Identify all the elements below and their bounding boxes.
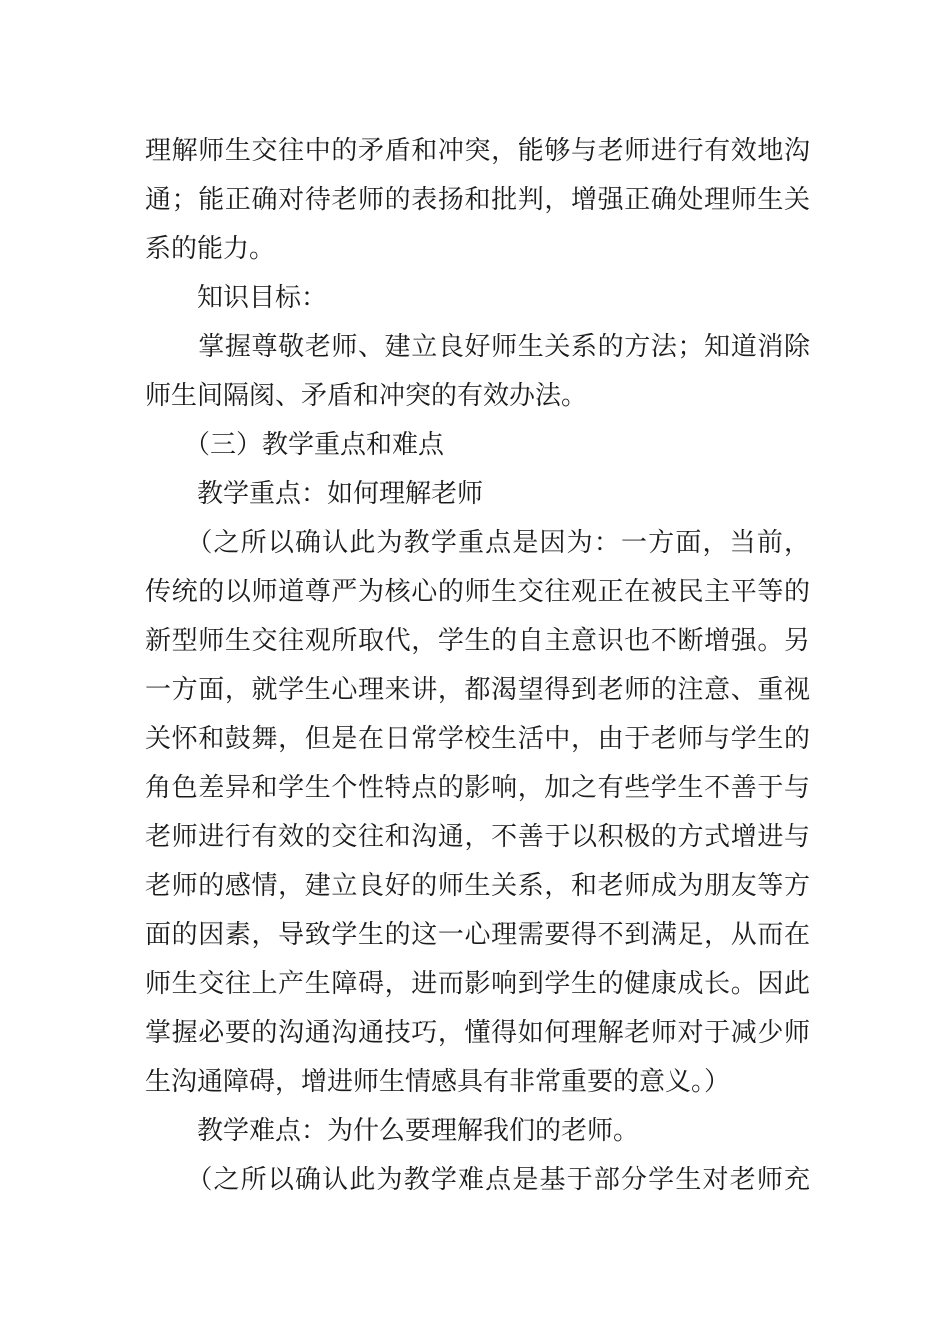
section-heading: 教学难点：为什么要理解我们的老师。 [145,1116,640,1146]
paragraph-line: 系的能力。 [145,234,276,264]
paragraph-line: 一方面，就学生心理来讲，都渴望得到老师的注意、重视 [145,675,810,705]
paragraph-line: 掌握必要的沟通沟通技巧，懂得如何理解老师对于减少师 [145,1018,810,1048]
paragraph-line: 生沟通障碍，增进师生情感具有非常重要的意义。） [145,1067,731,1097]
section-heading: 教学重点：如何理解老师 [145,479,484,509]
paragraph-line: 师生交往上产生障碍，进而影响到学生的健康成长。因此 [145,969,810,999]
paragraph-line: 老师进行有效的交往和沟通，不善于以积极的方式增进与 [145,822,810,852]
paragraph-line: 传统的以师道尊严为核心的师生交往观正在被民主平等的 [145,577,810,607]
paragraph-line: 通；能正确对待老师的表扬和批判，增强正确处理师生关 [145,185,810,215]
section-heading: （三）教学重点和难点 [145,430,445,460]
paragraph-line: 老师的感情，建立良好的师生关系，和老师成为朋友等方 [145,871,810,901]
paragraph-line: 面的因素，导致学生的这一心理需要得不到满足，从而在 [145,920,810,950]
paragraph-line: 师生间隔阂、矛盾和冲突的有效办法。 [145,381,588,411]
paragraph-line: 掌握尊敬老师、建立良好师生关系的方法；知道消除 [145,332,810,362]
paragraph-line: （之所以确认此为教学重点是因为：一方面，当前， [145,528,810,558]
paragraph-line: 理解师生交往中的矛盾和冲突，能够与老师进行有效地沟 [145,136,810,166]
section-heading: 知识目标： [145,283,328,313]
paragraph-line: 关怀和鼓舞，但是在日常学校生活中，由于老师与学生的 [145,724,810,754]
paragraph-line: （之所以确认此为教学难点是基于部分学生对老师充 [145,1165,810,1195]
paragraph-line: 新型师生交往观所取代，学生的自主意识也不断增强。另 [145,626,810,656]
paragraph-line: 角色差异和学生个性特点的影响，加之有些学生不善于与 [145,773,810,803]
